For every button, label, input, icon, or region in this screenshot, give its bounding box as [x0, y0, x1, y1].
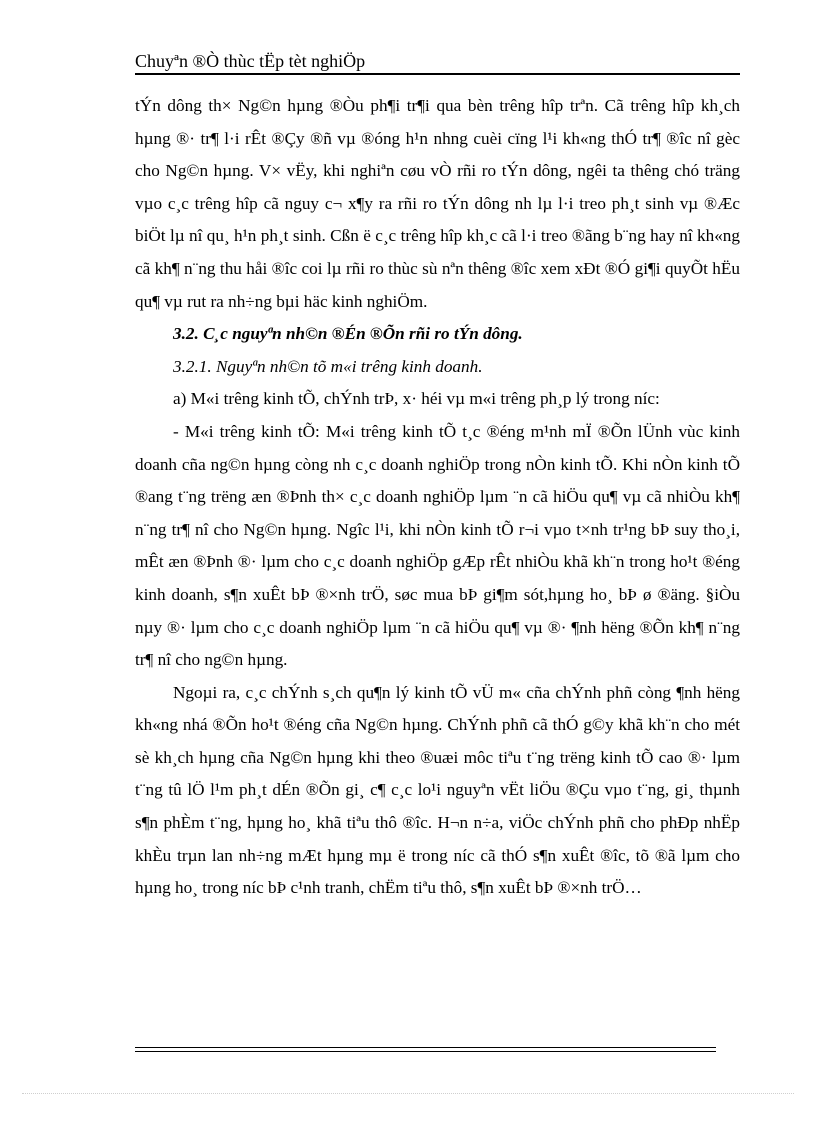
- document-body: [135, 90, 740, 905]
- paragraph-macro-policy: Ngoµi ra, c¸c chÝnh s¸ch qu¶n lý kinh tÕ vÜ m« cña chÝnh phñ còng ¶nh hëng kh«ng nhá ®Õn ho¹t ®éng cña Ng©n hµng. ChÝnh phñ cã thÓ g©y khã kh¨n cho mét sè kh¸ch hµng cña Ng©n hµng khi theo ®uæi môc tiªu t¨ng trëng kinh tÕ cao ®· lµm t¨ng tû lÖ l¹m ph¸t dÉn ®Õn gi¸ c¶ c¸c lo¹i nguyªn vËt liÖu ®Çu vµo t¨ng, gi¸ thµnh s¶n phÈm t¨ng, hµng ho¸ khã tiªu thô ®îc. H¬n n÷a, viÖc chÝnh phñ cho phÐp nhËp khÈu trµn lan nh÷ng mÆt hµng mµ ë trong níc cã thÓ s¶n xuÊt ®îc, tõ ®ã lµm cho hµng ho¸ trong níc bÞ c¹nh tranh, chËm tiªu thô, s¶n xuÊt bÞ ®×nh trÖ…: [135, 682, 740, 898]
- page-header-title: Chuyªn ®Ò thùc tËp tèt nghiÖp: [135, 51, 366, 71]
- paragraph-credit-risk: tÝn dông th× Ng©n hµng ®Òu ph¶i tr¶i qua bèn trêng hîp trªn. Cã trêng hîp kh¸ch hµng ®· tr¶ l·i rÊt ®Çy ®ñ vµ ®óng h¹n nhng cuèi cïng l¹i kh«ng thÓ tr¶ ®îc nî gèc cho Ng©n hµng. V× vËy, khi nghiªn cøu vÒ rñi ro tÝn dông, ngêi ta thêng chó träng vµo c¸c trêng hîp cã nguy c¬ x¶y ra rñi ro tÝn dông nh lµ l·i treo ph¸t sinh vµ ®Æc biÖt lµ nî qu¸ h¹n ph¸t sinh. Cßn ë c¸c trêng hîp kh¸c cã l·i treo ®ãng b¨ng hay nî kh«ng cã kh¶ n¨ng thu håi ®îc coi lµ rñi ro thùc sù nªn thêng ®îc xem xÐt ®Ó gi¶i quyÕt hËu qu¶ vµ rut ra nh÷ng bµi häc kinh nghiÖm.: [135, 96, 740, 311]
- page-bottom-edge: [22, 1093, 794, 1094]
- footer-rule-top: [135, 1047, 716, 1048]
- section-heading: 3.2. C¸c nguyªn nh©n ®Én ®Õn rñi ro tÝn dông.: [173, 324, 523, 344]
- paragraph-economic-environment: - M«i trêng kinh tÕ: M«i trêng kinh tÕ t¸c ®éng m¹nh mÏ ®Õn lÜnh vùc kinh doanh cña ng©n hµng còng nh c¸c doanh nghiÖp trong nÒn kinh tÕ. Khi nÒn kinh tÕ ®ang t¨ng trëng æn ®Þnh th× c¸c doanh nghiÖp lµm ¨n cã hiÖu qu¶ vµ cã nhiÒu kh¶ n¨ng tr¶ nî cho Ng©n hµng. Ngîc l¹i, khi nÒn kinh tÕ r¬i vµo t×nh tr¹ng bÞ suy tho¸i, mÊt æn ®Þnh ®· lµm cho c¸c doanh nghiÖp gÆp rÊt nhiÒu khã kh¨n trong ho¹t ®éng kinh doanh, s¶n xuÊt bÞ ®×nh trÖ, søc mua bÞ gi¶m sót,hµng ho¸ bÞ ø ®äng. §iÒu nµy ®· lµm cho c¸c doanh nghiÖp lµm ¨n cã hiÖu qu¶ vµ ®· ¶nh hëng ®Õn kh¶ n¨ng tr¶ nî cho ng©n hµng.: [135, 421, 740, 670]
- footer-rule-bottom: [135, 1051, 716, 1052]
- header-rule: [135, 73, 740, 75]
- subsection-heading: 3.2.1. Nguyªn nh©n tõ m«i trêng kinh doanh.: [173, 356, 483, 376]
- list-item-a: a) M«i trêng kinh tÕ, chÝnh trÞ, x· héi vµ m«i trêng ph¸p lý trong níc:: [173, 389, 660, 409]
